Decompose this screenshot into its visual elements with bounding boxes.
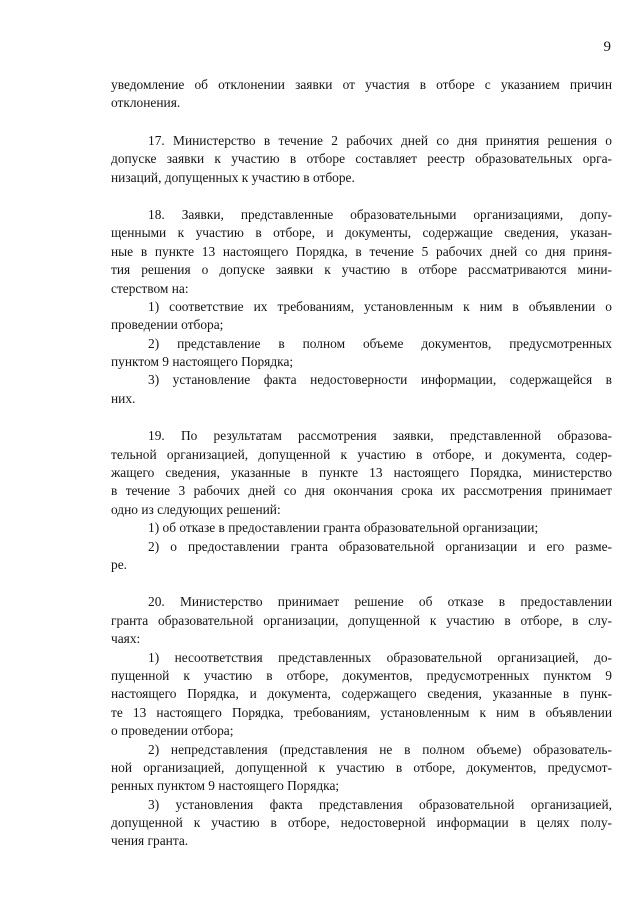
paragraph-20-item-1 bbox=[111, 649, 612, 741]
paragraph-19-item-2 bbox=[111, 538, 612, 575]
paragraph-18 bbox=[111, 206, 612, 298]
text-line: уведомление об отклонении заявки от участия в отборе с указанием причин bbox=[111, 77, 612, 92]
text-line: ре. bbox=[111, 556, 127, 572]
text-line: 20. Министерство принимает решение об отказе в предоставлении bbox=[148, 594, 612, 610]
paragraph-18-item-1 bbox=[111, 298, 612, 335]
text-line: отклонения. bbox=[111, 95, 181, 111]
text-line: ные в пункте 13 настоящего Порядка, в течение 5 рабочих дней со дня приня- bbox=[111, 243, 612, 259]
text-line: 2) представление в полном объеме документов, предусмотренных bbox=[148, 335, 612, 351]
text-line: 17. Министерство в течение 2 рабочих дней со дня принятия решения о bbox=[148, 132, 612, 148]
text-line: чаях: bbox=[111, 631, 141, 647]
text-line: стерством на: bbox=[111, 280, 189, 296]
text-line: низаций, допущенных к участию в отборе. bbox=[111, 169, 355, 185]
text-line: ренных пунктом 9 настоящего Порядка; bbox=[111, 778, 340, 794]
text-line: них. bbox=[111, 390, 136, 406]
text-line: 3) установления факта представления образовательной организацией, bbox=[148, 796, 612, 812]
text-line: 1) несоответствия представленных образовательной организацией, до- bbox=[148, 649, 612, 665]
paragraph-20 bbox=[111, 593, 612, 648]
text-line: ной организацией, допущенной к участию в отборе, документов, предусмот- bbox=[111, 759, 612, 775]
text-line: допуске заявки к участию в отборе составляет реестр образовательных орга- bbox=[111, 151, 612, 167]
paragraph-19-item-1 bbox=[111, 519, 612, 537]
text-line: 19. По результатам рассмотрения заявки, представленной образова- bbox=[148, 428, 612, 444]
text-line: 1) об отказе в предоставлении гранта образовательной организации; bbox=[148, 520, 539, 536]
text-line: проведении отбора; bbox=[111, 317, 224, 333]
text-line: 2) о предоставлении гранта образовательной организации и его разме- bbox=[148, 538, 612, 554]
paragraph-20-item-3 bbox=[111, 796, 612, 851]
paragraph-20-item-2 bbox=[111, 741, 612, 796]
text-line: те 13 настоящего Порядка, требованиям, установленным к ним в объявлении bbox=[111, 704, 612, 720]
paragraph-continuation bbox=[111, 76, 612, 113]
document-body bbox=[111, 76, 612, 851]
text-line: допущенной к участию в отборе, недостоверной информации в целях полу- bbox=[111, 815, 612, 831]
text-line: 2) непредставления (представления не в полном объеме) образователь- bbox=[148, 741, 612, 757]
text-line: пущенной к участию в отборе, документов, предусмотренных пунктом 9 bbox=[111, 667, 612, 683]
paragraph-19 bbox=[111, 427, 612, 519]
text-line: настоящего Порядка, и документа, содержащего сведения, указанные в пунк- bbox=[111, 686, 612, 702]
page-number: 9 bbox=[603, 39, 611, 55]
text-line: в течение 3 рабочих дней со дня окончания срока их рассмотрения принимает bbox=[111, 483, 612, 499]
text-line: о проведении отбора; bbox=[111, 723, 234, 739]
text-line: 18. Заявки, представленные образовательными организациями, допу- bbox=[148, 206, 612, 222]
text-line: 1) соответствие их требованиям, установленным к ним в объявлении о bbox=[148, 298, 612, 314]
paragraph-17 bbox=[111, 132, 612, 187]
text-line: тия решения о допуске заявки к участию в отборе рассматриваются мини- bbox=[111, 262, 612, 278]
text-line: щенными к участию в отборе, и документы, содержащие сведения, указан- bbox=[111, 225, 612, 241]
text-line: тельной организацией, допущенной к участию в отборе, и документа, содер- bbox=[111, 446, 612, 462]
text-line: чения гранта. bbox=[111, 833, 189, 849]
text-line: 3) установление факта недостоверности информации, содержащейся в bbox=[148, 372, 612, 388]
paragraph-18-item-2 bbox=[111, 335, 612, 372]
text-line: одно из следующих решений: bbox=[111, 501, 281, 517]
text-line: жащего сведения, указанные в пункте 13 настоящего Порядка, министерство bbox=[111, 465, 612, 481]
paragraph-18-item-3 bbox=[111, 371, 612, 408]
text-line: гранта образовательной организации, допущенной к участию в отборе, в слу- bbox=[111, 612, 612, 628]
text-line: пунктом 9 настоящего Порядка; bbox=[111, 354, 294, 370]
